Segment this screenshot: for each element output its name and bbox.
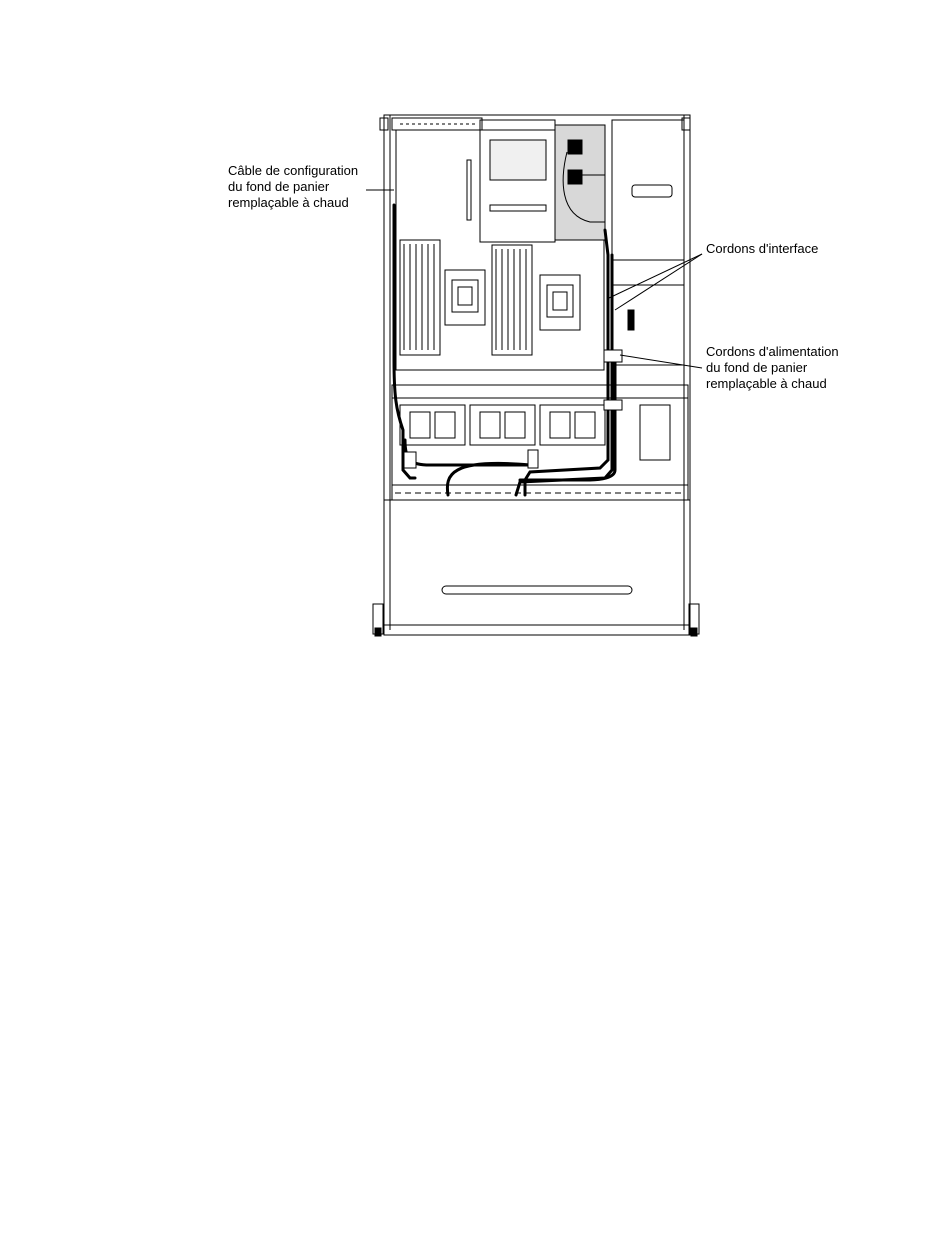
cable-clip [604, 400, 622, 410]
callout-config-line-2: du fond de panier [228, 179, 330, 194]
callout-power-cords [706, 344, 839, 392]
callout-interface-line-1: Cordons d'interface [706, 241, 819, 256]
power-paddle-card [612, 285, 684, 365]
callout-config-line-1: Câble de configuration [228, 163, 359, 178]
leader-line-interface-1 [609, 254, 702, 298]
cable-clip [604, 350, 622, 362]
cable-clip [404, 452, 416, 468]
cpu-socket-1 [445, 270, 485, 325]
drive-bay-area [384, 500, 690, 625]
callout-interface-cords [706, 241, 818, 257]
callout-config-line-3: remplaçable à chaud [228, 195, 349, 210]
riser-cage-left [480, 120, 555, 242]
callout-power-line-3: remplaçable à chaud [706, 376, 827, 391]
callout-power-line-2: du fond de panier [706, 360, 808, 375]
power-supply-bay [612, 120, 684, 260]
leader-line-interface-2 [615, 254, 702, 310]
callout-config-cable [228, 163, 358, 211]
cable-clip [528, 450, 538, 468]
dimm-bank-left [400, 240, 440, 355]
cables [394, 205, 615, 495]
fan-modules [400, 405, 605, 445]
front-handle [442, 586, 632, 594]
dimm-bank-right [492, 245, 532, 355]
chassis-outline [384, 115, 690, 635]
callout-power-line-1: Cordons d'alimentation [706, 344, 839, 359]
cpu-socket-2 [540, 275, 580, 330]
left-backplane-cord [405, 440, 530, 495]
